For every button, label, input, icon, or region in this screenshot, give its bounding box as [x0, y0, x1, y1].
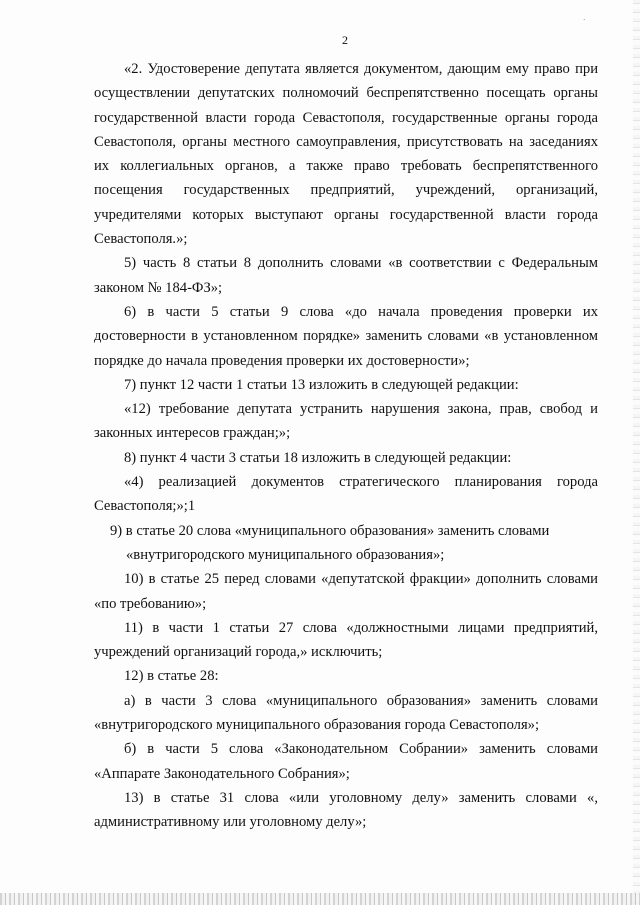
paragraph-item-9-line2: «внутригородского муниципального образования»;	[126, 546, 445, 563]
paragraph-quote-12: «12) требование депутата устранить нарушения закона, прав, свобод и законных интересов граждан;»;	[94, 401, 598, 442]
paragraph-item-11: 11) в части 1 статьи 27 слова «должностными лицами предприятий, учреждений организаций города,» исключить;	[94, 619, 598, 661]
corner-mark: ·	[583, 16, 586, 24]
document-body	[94, 57, 598, 835]
paragraph-item-6: 6) в части 5 статьи 9 слова «до начала проведения проверки их достоверности в установленном порядке» заменить словами «в установленном порядке до начала проведения проверки их достоверности»;	[94, 303, 598, 369]
paragraph-quote-4: «4) реализацией документов стратегического планирования города Севастополя;»;1	[94, 474, 598, 515]
paragraph-item-8: 8) пункт 4 части 3 статьи 18 изложить в следующей редакции:	[124, 449, 512, 466]
paragraph-item-9	[72, 519, 598, 568]
paragraph-item-5: 5) часть 8 статьи 8 дополнить словами «в соответствии с Федеральным законом № 184-ФЗ»;	[94, 255, 598, 296]
scan-edge-right	[633, 0, 640, 905]
scan-edge-bottom	[0, 893, 640, 905]
paragraph-item-13: 13) в статье 31 слова «или уголовному делу» заменить словами «, административному или уголовному делу»;	[94, 789, 598, 831]
page-number: 2	[342, 33, 348, 47]
paragraph-item-12a: а) в части 3 слова «муниципального образования» заменить словами «внутригородского муниципального образования города Севастополя»;	[94, 692, 598, 734]
paragraph-quote-2: «2. Удостоверение депутата является документом, дающим ему право при осуществлении депутатских полномочий беспрепятственно посещать органы государственной власти города Севастополя, государственные органы города Севастополя, органы местного самоуправления, присутствовать на заседаниях их коллегиальных органов, а также право требовать беспрепятственного посещения государственных предприятий, учреждений, организаций, учредителями которых выступают органы государственной власти города Севастополя.»;	[94, 61, 598, 248]
paragraph-item-7: 7) пункт 12 части 1 статьи 13 изложить в следующей редакции:	[124, 376, 519, 393]
paragraph-item-10: 10) в статье 25 перед словами «депутатской фракции» дополнить словами «по требованию»;	[94, 571, 598, 612]
paragraph-item-9-line1: 9) в статье 20 слова «муниципального образования» заменить словами	[110, 522, 550, 539]
paragraph-item-12: 12) в статье 28:	[124, 668, 219, 685]
paragraph-item-12b: б) в части 5 слова «Законодательном Собрании» заменить словами «Аппарате Законодательного Собрания»;	[94, 741, 598, 782]
